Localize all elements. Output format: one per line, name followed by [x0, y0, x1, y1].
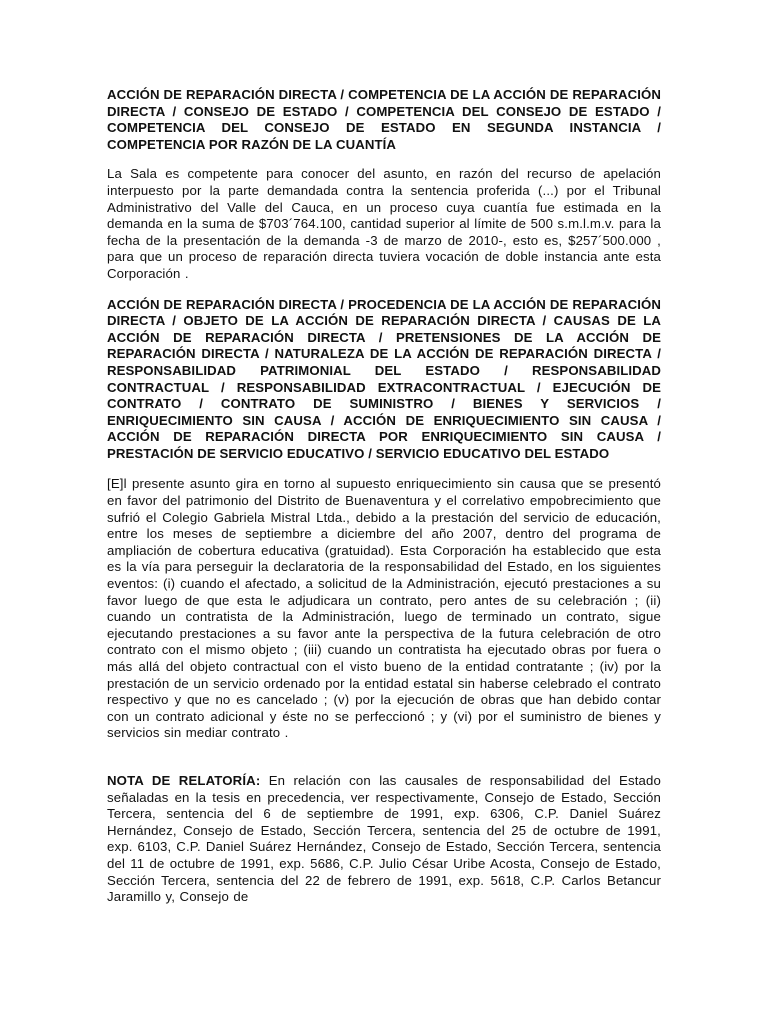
heading-reparacion-directa: ACCIÓN DE REPARACIÓN DIRECTA / PROCEDENCIA DE LA ACCIÓN DE REPARACIÓN DIRECTA / OBJETO DE LA ACCIÓN DE REPARACIÓN DIRECTA / CAUSAS DE LA ACCIÓN DE REPARACIÓN DIRECTA / PRETENSIONES DE LA ACCIÓN DE REPARACIÓN DIRECTA / NATURALEZA DE LA ACCIÓN DE REPARACIÓN DIRECTA / RESPONSABILIDAD PATRIMONIAL DEL ESTADO / RESPONSABILIDAD CONTRACTUAL / RESPONSABILIDAD EXTRACONTRACTUAL / EJECUCIÓN DE CONTRATO / CONTRATO DE SUMINISTRO / BIENES Y SERVICIOS / ENRIQUECIMIENTO SIN CAUSA / ACCIÓN DE ENRIQUECIMIENTO SIN CAUSA / ACCIÓN DE REPARACIÓN DIRECTA POR ENRIQUECIMIENTO SIN CAUSA / PRESTACIÓN DE SERVICIO EDUCATIVO / SERVICIO EDUCATIVO DEL ESTADO [107, 296, 661, 461]
nota-text: En relación con las causales de responsabilidad del Estado señaladas en la tesis en precedencia, ver respectivamente, Consejo de Estado, Sección Tercera, sentencia del 6 de septiembre de 1991, exp. 6306, C.P. Daniel Suárez Hernández, Consejo de Estado, Sección Tercera, sentencia del 25 de octubre de 1991, exp. 6103, C.P. Daniel Suárez Hernández, Consejo de Estado, Sección Tercera, sentencia del 11 de octubre de 1991, exp. 5686, C.P. Julio César Uribe Acosta, Consejo de Estado, Sección Tercera, sentencia del 22 de febrero de 1991, exp. 5618, C.P. Carlos Betancur Jaramillo y, Consejo de [107, 772, 662, 905]
nota-label: NOTA DE RELATORÍA: [107, 772, 261, 788]
document-page [107, 87, 661, 906]
nota-de-relatoria [107, 773, 661, 906]
heading-competencia: ACCIÓN DE REPARACIÓN DIRECTA / COMPETENCIA DE LA ACCIÓN DE REPARACIÓN DIRECTA / CONSEJO DE ESTADO / COMPETENCIA DEL CONSEJO DE ESTADO / COMPETENCIA DEL CONSEJO DE ESTADO EN SEGUNDA INSTANCIA / COMPETENCIA POR RAZÓN DE LA CUANTÍA [107, 87, 661, 152]
paragraph-competencia: La Sala es competente para conocer del asunto, en razón del recurso de apelación interpuesto por la parte demandada contra la sentencia proferida (...) por el Tribunal Administrativo del Valle del Cauca, en un proceso cuya cuantía fue estimada en la demanda en la suma de $703´764.100, cantidad superior al límite de 500 s.m.l.m.v. para la fecha de la presentación de la demanda -3 de marzo de 2010-, esto es, $257´500.000 , para que un proceso de reparación directa tuviera vocación de doble instancia ante esta Corporación . [107, 166, 661, 281]
paragraph-enriquecimiento: [E]l presente asunto gira en torno al supuesto enriquecimiento sin causa que se presentó en favor del patrimonio del Distrito de Buenaventura y el correlativo empobrecimiento que sufrió el Colegio Gabriela Mistral Ltda., debido a la prestación del servicio de educación, entre los meses de septiembre a diciembre del año 2007, dentro del programa de ampliación de cobertura educativa (gratuidad). Esta Corporación ha establecido que esta es la vía para perseguir la declaratoria de la responsabilidad del Estado, en los siguientes eventos: (i) cuando el afectado, a solicitud de la Administración, ejecutó prestaciones a su favor luego de que esta le adjudicara un contrato, pero antes de su celebración ; (ii) cuando un contratista de la Administración, luego de terminado un contrato, sigue ejecutando prestaciones a su favor ante la perspectiva de la futura celebración de otro contrato con el mismo objeto ; (iii) cuando un contratista ha ejecutado obras por fuera o más allá del objeto contractual con el visto bueno de la entidad contratante ; (iv) por la prestación de un servicio ordenado por la entidad estatal sin haberse celebrado el contrato respectivo y que no es cancelado ; (v) por la ejecución de obras que han debido contar con un contrato adicional y éste no se perfeccionó ; y (vi) por el suministro de bienes y servicios sin mediar contrato . [107, 476, 661, 741]
